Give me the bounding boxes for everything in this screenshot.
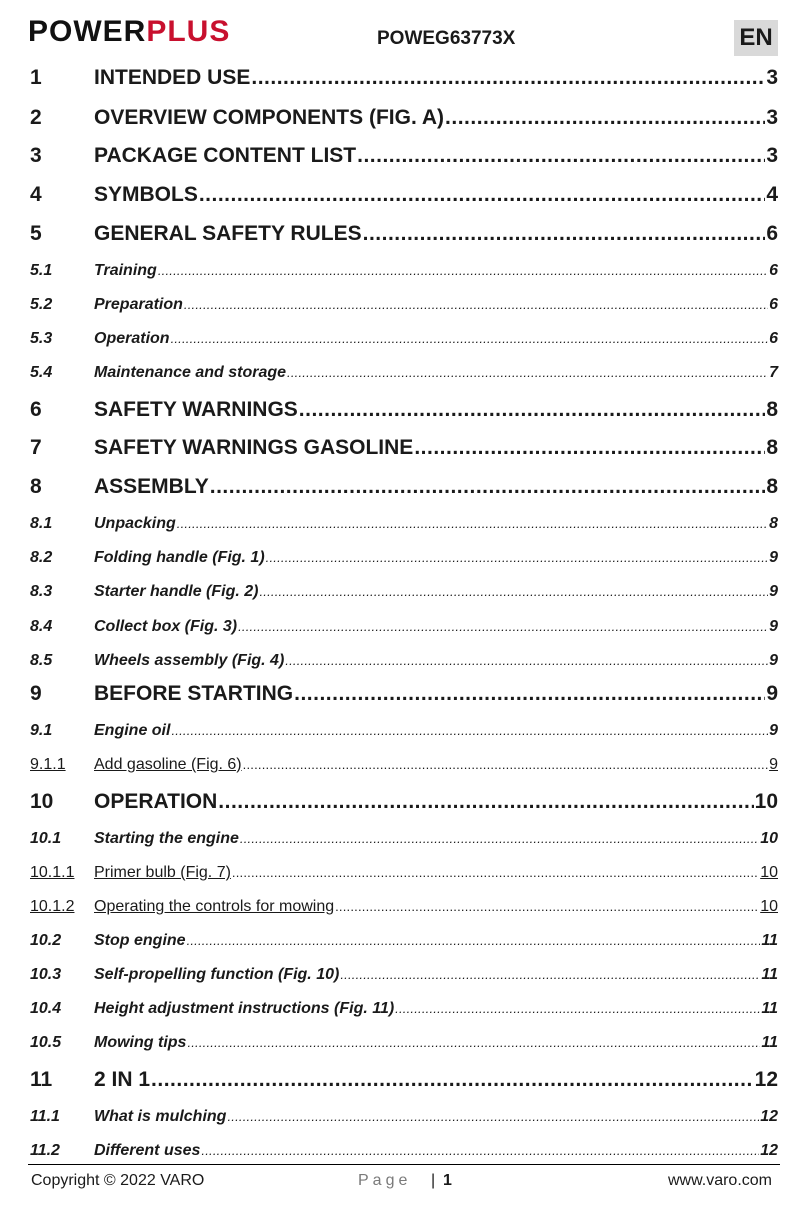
toc-dot-leader (238, 616, 768, 638)
toc-entry-page: 9 (769, 549, 778, 566)
toc-dot-leader (151, 1066, 754, 1094)
toc-entry-number: 5 (30, 222, 42, 245)
toc-entry-page: 9 (769, 583, 778, 600)
toc-entry-page: 11 (761, 932, 778, 949)
toc-dot-leader (299, 396, 766, 424)
toc-entry-number: 5.3 (30, 330, 53, 347)
toc-dot-leader (363, 220, 766, 248)
toc-entry[interactable] (30, 181, 778, 209)
toc-entry-page: 6 (769, 296, 778, 313)
page-number: 1 (443, 1172, 452, 1189)
toc-entry-page: 10 (760, 830, 778, 847)
toc-dot-leader (227, 1106, 759, 1128)
toc-entry-title: 2 IN 1 (94, 1068, 151, 1091)
toc-dot-leader (287, 362, 768, 384)
toc-dot-leader (187, 930, 761, 952)
toc-entry-number: 8.3 (30, 583, 53, 600)
toc-entry-title: INTENDED USE (94, 66, 251, 89)
toc-entry-number: 5.4 (30, 364, 53, 381)
toc-entry-page: 10 (760, 898, 778, 915)
toc-entry-title: Preparation (94, 296, 183, 313)
toc-entry-page: 3 (766, 144, 778, 167)
toc-entry-page: 12 (760, 1108, 778, 1125)
toc-dot-leader (414, 434, 765, 462)
toc-entry[interactable] (30, 616, 778, 638)
toc-dot-leader (158, 260, 768, 282)
toc-entry[interactable] (30, 788, 778, 816)
toc-entry[interactable] (30, 998, 778, 1020)
toc-entry[interactable] (30, 1140, 778, 1162)
powerplus-logo (28, 14, 230, 50)
toc-entry-number: 11 (30, 1068, 53, 1091)
toc-dot-leader (171, 328, 769, 350)
toc-dot-leader (395, 998, 760, 1020)
toc-entry-title: SAFETY WARNINGS (94, 398, 298, 421)
toc-entry-number: 10.2 (30, 932, 62, 949)
toc-entry-number: 9 (30, 682, 42, 705)
toc-entry-number: 7 (30, 436, 42, 459)
toc-dot-leader (184, 294, 768, 316)
toc-entry-page: 3 (766, 66, 778, 89)
toc-entry[interactable] (30, 720, 778, 742)
toc-entry-title: Starter handle (Fig. 2) (94, 583, 259, 600)
toc-entry[interactable] (30, 362, 778, 384)
toc-entry[interactable] (30, 862, 778, 884)
toc-dot-leader (259, 581, 768, 603)
toc-entry-page: 6 (766, 222, 778, 245)
toc-entry[interactable] (30, 547, 778, 569)
toc-entry[interactable] (30, 64, 778, 92)
website-link[interactable]: www.varo.com (667, 1172, 772, 1189)
page-separator: | (431, 1172, 436, 1189)
toc-entry[interactable] (30, 473, 778, 501)
toc-entry[interactable] (30, 142, 778, 170)
toc-entry-number: 8.2 (30, 549, 53, 566)
toc-entry-title: BEFORE STARTING (94, 682, 294, 705)
toc-entry-title: Engine oil (94, 722, 171, 739)
toc-entry-title: What is mulching (94, 1108, 227, 1125)
toc-entry-page: 9 (769, 618, 778, 635)
toc-entry-title: Starting the engine (94, 830, 239, 847)
toc-entry-number: 3 (30, 144, 42, 167)
toc-entry-page: 10 (754, 790, 778, 813)
toc-dot-leader (171, 720, 768, 742)
toc-entry-title: PACKAGE CONTENT LIST (94, 144, 357, 167)
toc-entry-number: 11.1 (30, 1108, 60, 1125)
toc-dot-leader (294, 680, 765, 708)
toc-entry-title: Unpacking (94, 515, 176, 532)
toc-dot-leader (232, 862, 759, 884)
toc-entry-number: 10.1 (30, 830, 62, 847)
toc-entry-title: Mowing tips (94, 1034, 187, 1051)
toc-entry-page: 9 (769, 756, 778, 773)
toc-entry[interactable] (30, 396, 778, 424)
toc-entry[interactable] (30, 581, 778, 603)
toc-entry-number: 9.1.1 (30, 756, 66, 773)
toc-entry[interactable] (30, 964, 778, 986)
toc-entry-page: 7 (769, 364, 778, 381)
toc-entry-page: 6 (769, 330, 778, 347)
toc-entry-number: 8.4 (30, 618, 53, 635)
toc-entry-title: ASSEMBLY (94, 475, 209, 498)
toc-dot-leader (187, 1032, 760, 1054)
toc-dot-leader (445, 104, 765, 132)
toc-entry-title: Operating the controls for mowing (94, 898, 335, 915)
page-footer (0, 1168, 808, 1194)
toc-entry-page: 11 (761, 966, 778, 983)
toc-entry-title: Add gasoline (Fig. 6) (94, 756, 242, 773)
toc-dot-leader (335, 896, 759, 918)
toc-entry-number: 10.1.2 (30, 898, 75, 915)
toc-entry-page: 9 (766, 682, 778, 705)
toc-entry-page: 6 (769, 262, 778, 279)
toc-entry-page: 3 (766, 106, 778, 129)
toc-entry-number: 10.4 (30, 1000, 62, 1017)
toc-dot-leader (266, 547, 768, 569)
toc-entry-page: 8 (766, 398, 778, 421)
toc-entry-title: Training (94, 262, 157, 279)
toc-entry-number: 5.1 (30, 262, 53, 279)
toc-entry-page: 12 (760, 1142, 778, 1159)
toc-entry-title: Operation (94, 330, 170, 347)
page-label: Page (358, 1172, 412, 1189)
toc-entry[interactable] (30, 828, 778, 850)
toc-dot-leader (210, 473, 766, 501)
toc-entry-number: 8 (30, 475, 42, 498)
toc-entry[interactable] (30, 1066, 778, 1094)
toc-entry-number: 2 (30, 106, 42, 129)
toc-entry-number: 1 (30, 66, 42, 89)
toc-dot-leader (240, 828, 759, 850)
toc-entry-number: 8.5 (30, 652, 53, 669)
toc-entry-page: 4 (766, 183, 778, 206)
toc-entry-number: 5.2 (30, 296, 53, 313)
toc-entry-number: 9.1 (30, 722, 53, 739)
toc-dot-leader (201, 1140, 759, 1162)
footer-divider (28, 1164, 780, 1165)
toc-entry-title: OVERVIEW COMPONENTS (FIG. A) (94, 106, 445, 129)
toc-entry[interactable] (30, 1032, 778, 1054)
toc-entry-number: 6 (30, 398, 42, 421)
toc-entry-number: 4 (30, 183, 42, 206)
model-number: POWEG63773X (377, 28, 516, 49)
toc-entry-page: 9 (769, 652, 778, 669)
toc-dot-leader (199, 181, 765, 209)
toc-dot-leader (218, 788, 753, 816)
toc-entry-number: 10 (30, 790, 54, 813)
toc-entry[interactable] (30, 754, 778, 776)
toc-entry-title: Folding handle (Fig. 1) (94, 549, 265, 566)
toc-entry[interactable] (30, 434, 778, 462)
toc-entry[interactable] (30, 260, 778, 282)
toc-entry-title: GENERAL SAFETY RULES (94, 222, 362, 245)
toc-entry-number: 10.3 (30, 966, 62, 983)
toc-dot-leader (357, 142, 765, 170)
toc-entry[interactable] (30, 930, 778, 952)
toc-entry-title: Self-propelling function (Fig. 10) (94, 966, 340, 983)
toc-entry-title: Height adjustment instructions (Fig. 11) (94, 1000, 395, 1017)
toc-entry[interactable] (30, 294, 778, 316)
toc-dot-leader (243, 754, 768, 776)
toc-entry[interactable] (30, 896, 778, 918)
toc-entry-page: 8 (766, 436, 778, 459)
toc-dot-leader (177, 513, 768, 535)
toc-entry-title: OPERATION (94, 790, 218, 813)
toc-entry-title: Different uses (94, 1142, 201, 1159)
toc-entry-title: SYMBOLS (94, 183, 198, 206)
toc-entry-title: Primer bulb (Fig. 7) (94, 864, 231, 881)
toc-dot-leader (340, 964, 760, 986)
toc-entry[interactable] (30, 513, 778, 535)
toc-entry-title: Wheels assembly (Fig. 4) (94, 652, 285, 669)
toc-entry-number: 8.1 (30, 515, 53, 532)
logo-part-plus: PLUS (146, 15, 231, 48)
toc-entry-number: 11.2 (30, 1142, 60, 1159)
toc-entry-page: 11 (761, 1034, 778, 1051)
toc-entry-page: 10 (760, 864, 778, 881)
toc-entry-title: Maintenance and storage (94, 364, 287, 381)
logo-part-power: POWER (28, 15, 147, 48)
page-header (0, 0, 808, 60)
toc-entry[interactable] (30, 1106, 778, 1128)
toc-entry-page: 12 (754, 1068, 778, 1091)
toc-entry[interactable] (30, 680, 778, 708)
toc-dot-leader (285, 650, 768, 672)
toc-entry-number: 10.1.1 (30, 864, 75, 881)
toc-entry-number: 10.5 (30, 1034, 62, 1051)
toc-entry-page: 9 (769, 722, 778, 739)
toc-entry[interactable] (30, 328, 778, 350)
toc-entry-title: SAFETY WARNINGS GASOLINE (94, 436, 414, 459)
toc-entry[interactable] (30, 104, 778, 132)
toc-entry[interactable] (30, 650, 778, 672)
toc-entry[interactable] (30, 220, 778, 248)
toc-entry-page: 11 (761, 1000, 778, 1017)
copyright-text: Copyright © 2022 VARO (31, 1172, 205, 1189)
toc-entry-page: 8 (766, 475, 778, 498)
toc-entry-page: 8 (769, 515, 778, 532)
toc-entry-title: Stop engine (94, 932, 186, 949)
language-badge: EN (734, 20, 778, 56)
toc-entry-title: Collect box (Fig. 3) (94, 618, 238, 635)
toc-dot-leader (251, 64, 765, 92)
